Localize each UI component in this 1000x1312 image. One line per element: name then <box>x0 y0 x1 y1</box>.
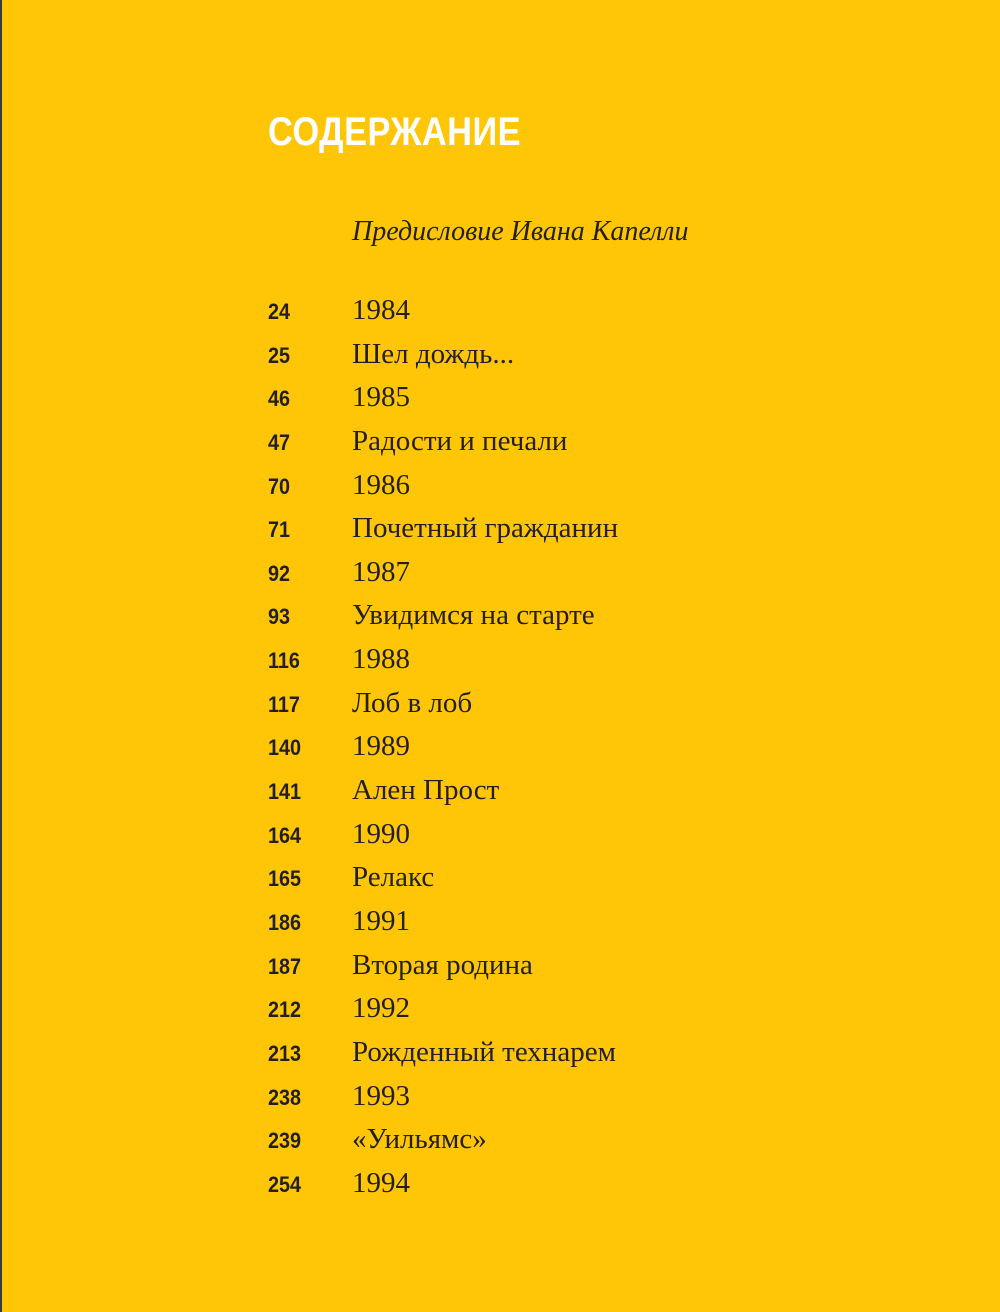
toc-chapter-title: Радости и печали <box>352 424 568 457</box>
toc-page-number: 24 <box>268 299 291 324</box>
toc-page-number: 238 <box>268 1084 302 1110</box>
toc-chapter-title: 1993 <box>352 1079 410 1112</box>
toc-page-number: 117 <box>268 691 300 717</box>
toc-chapter-title: 1984 <box>352 294 410 326</box>
toc-entry <box>268 1167 888 1211</box>
toc-entry <box>268 861 888 905</box>
toc-chapter-title: 1991 <box>352 904 410 937</box>
toc-page-number: 47 <box>268 429 291 455</box>
toc-chapter-title: Увидимся на старте <box>352 599 595 632</box>
toc-page-number: 212 <box>268 997 302 1023</box>
toc-entry <box>268 294 888 338</box>
toc-chapter-title: Вторая родина <box>352 948 533 981</box>
toc-entry <box>268 905 888 949</box>
toc-page-number: 25 <box>268 342 291 368</box>
toc-entry <box>268 643 888 687</box>
toc-entry <box>268 687 888 731</box>
toc-entry <box>268 599 888 643</box>
toc-page-number: 186 <box>268 909 302 935</box>
toc-entry <box>268 1080 888 1124</box>
toc-chapter-title: 1994 <box>352 1166 410 1199</box>
toc-entry <box>268 338 888 382</box>
toc-chapter-title: 1988 <box>352 643 410 676</box>
toc-chapter-title: Рожденный технарем <box>352 1035 616 1068</box>
toc-chapter-title: 1987 <box>352 555 410 588</box>
page-left-edge <box>0 0 2 1312</box>
toc-page-number: 213 <box>268 1040 302 1066</box>
toc-page-number: 70 <box>268 473 291 499</box>
toc-entry <box>268 1036 888 1080</box>
toc-chapter-title: 1986 <box>352 468 410 501</box>
toc-entry <box>268 556 888 600</box>
toc-page-number: 239 <box>268 1128 302 1154</box>
page-title: СОДЕРЖАНИЕ <box>268 110 521 154</box>
toc-entry <box>268 1123 888 1167</box>
toc-entry <box>268 730 888 774</box>
toc-chapter-title: Релакс <box>352 861 435 894</box>
toc-chapter-title: 1989 <box>352 730 410 763</box>
toc-entry <box>268 469 888 513</box>
toc-preface-entry: Предисловие Ивана Капелли <box>352 216 689 247</box>
toc-chapter-title: 1985 <box>352 381 410 414</box>
toc-page-number: 46 <box>268 386 291 412</box>
table-of-contents <box>268 294 888 1210</box>
toc-entry <box>268 512 888 556</box>
toc-chapter-title: Шел дождь... <box>352 337 515 370</box>
toc-page-number: 140 <box>268 735 302 761</box>
toc-page-number: 141 <box>268 779 302 805</box>
toc-page-number: 92 <box>268 560 291 586</box>
toc-chapter-title: Лоб в лоб <box>352 686 473 719</box>
toc-chapter-title: Почетный гражданин <box>352 512 619 545</box>
toc-entry <box>268 774 888 818</box>
toc-page-number: 93 <box>268 604 291 630</box>
toc-chapter-title: 1992 <box>352 992 410 1025</box>
toc-chapter-title: «Уильямс» <box>352 1123 487 1156</box>
toc-page-number: 165 <box>268 866 302 892</box>
toc-entry <box>268 949 888 993</box>
toc-entry <box>268 818 888 862</box>
toc-entry <box>268 381 888 425</box>
toc-entry <box>268 425 888 469</box>
toc-page-number: 71 <box>268 517 291 543</box>
toc-chapter-title: Ален Прост <box>352 774 500 807</box>
toc-page-number: 116 <box>268 648 300 674</box>
toc-page-number: 254 <box>268 1171 302 1197</box>
toc-page-number: 187 <box>268 953 302 979</box>
toc-page-number: 164 <box>268 822 302 848</box>
toc-entry <box>268 992 888 1036</box>
toc-chapter-title: 1990 <box>352 817 410 850</box>
